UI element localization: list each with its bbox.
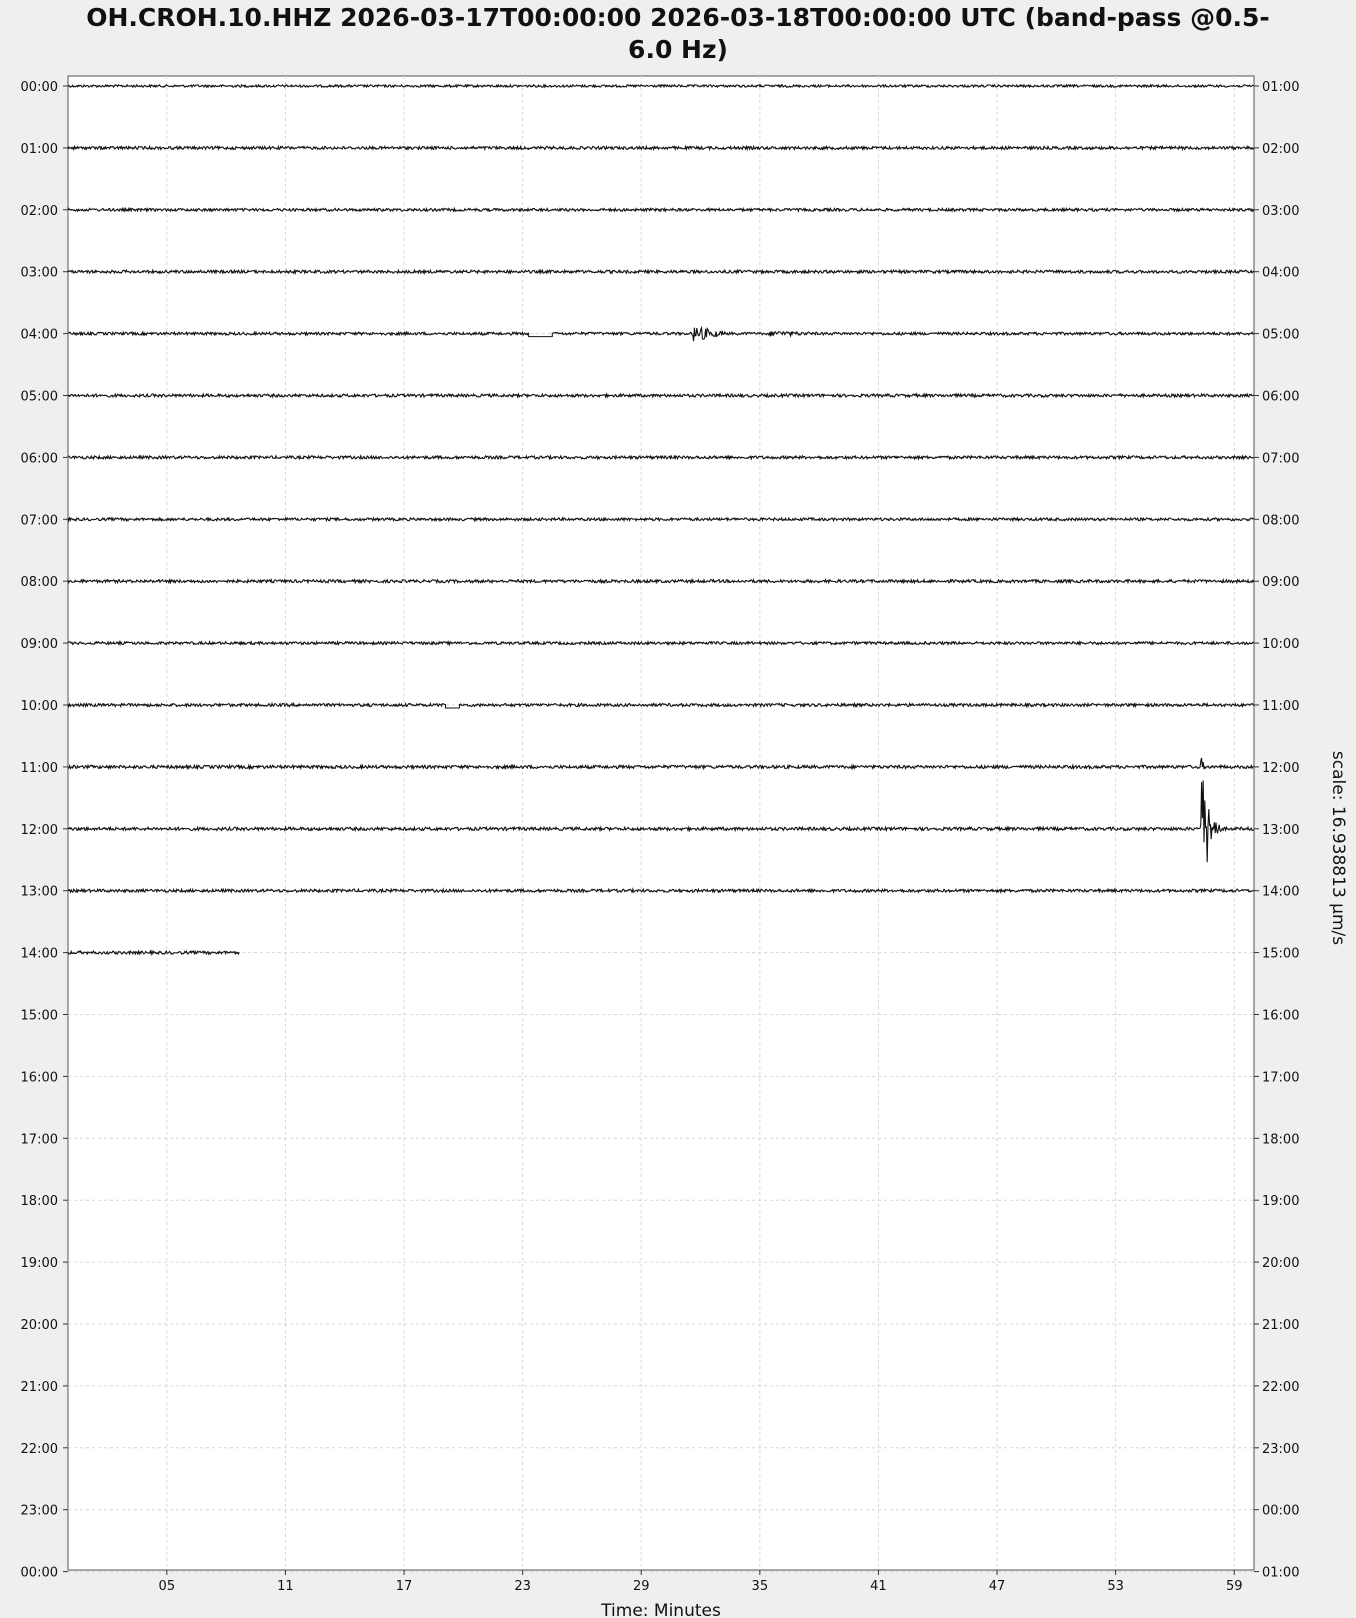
right-hour-label: 14:00 — [1262, 884, 1300, 900]
left-hour-label: 00:00 — [20, 1565, 58, 1581]
plot-area — [68, 76, 1254, 1570]
right-hour-label: 03:00 — [1262, 203, 1300, 219]
left-hour-label: 15:00 — [20, 1008, 58, 1024]
right-hour-label: 15:00 — [1262, 946, 1300, 962]
left-hour-label: 04:00 — [20, 327, 58, 343]
left-hour-label: 07:00 — [20, 513, 58, 529]
right-hour-label: 18:00 — [1262, 1132, 1300, 1148]
right-hour-label: 05:00 — [1262, 327, 1300, 343]
right-hour-label: 06:00 — [1262, 389, 1300, 405]
right-hour-label: 01:00 — [1262, 80, 1300, 95]
left-hour-label: 22:00 — [20, 1441, 58, 1457]
x-tick-label: 41 — [870, 1579, 887, 1594]
x-tick-label: 47 — [988, 1579, 1006, 1594]
x-tick-label: 05 — [158, 1579, 176, 1594]
x-axis-label: Time: Minutes — [601, 1601, 721, 1618]
right-hour-label: 10:00 — [1262, 637, 1300, 653]
right-hour-label: 16:00 — [1262, 1008, 1300, 1024]
left-hour-label: 03:00 — [20, 265, 58, 281]
left-hour-label: 06:00 — [20, 451, 58, 467]
left-hour-labels — [21, 80, 68, 1581]
left-hour-label: 18:00 — [20, 1194, 58, 1210]
right-hour-label: 08:00 — [1262, 513, 1300, 529]
left-hour-label: 10:00 — [20, 699, 58, 714]
left-hour-label: 13:00 — [20, 884, 58, 900]
right-hour-label: 22:00 — [1262, 1379, 1300, 1395]
left-hour-label: 19:00 — [20, 1256, 58, 1272]
x-tick-label: 53 — [1107, 1579, 1124, 1594]
left-hour-label: 05:00 — [20, 389, 58, 405]
right-hour-label: 17:00 — [1262, 1070, 1300, 1086]
right-hour-label: 19:00 — [1262, 1194, 1300, 1210]
scale-label: scale: 16.938813 µm/s — [1328, 750, 1348, 946]
right-hour-label: 04:00 — [1262, 265, 1300, 281]
left-hour-label: 00:00 — [20, 80, 58, 95]
x-axis-ticks — [159, 1570, 1243, 1594]
right-hour-label: 23:00 — [1262, 1441, 1300, 1457]
left-hour-label: 20:00 — [20, 1318, 58, 1333]
right-hour-label: 07:00 — [1262, 451, 1300, 467]
right-hour-label: 01:00 — [1262, 1565, 1300, 1581]
x-tick-label: 35 — [751, 1579, 769, 1594]
right-hour-label: 11:00 — [1262, 699, 1300, 714]
left-hour-label: 14:00 — [20, 946, 58, 962]
right-hour-label: 21:00 — [1262, 1318, 1300, 1333]
left-hour-label: 08:00 — [20, 575, 58, 591]
left-hour-label: 17:00 — [20, 1132, 58, 1148]
left-hour-label: 12:00 — [20, 822, 58, 838]
left-hour-label: 02:00 — [20, 203, 58, 219]
left-hour-label: 11:00 — [20, 760, 58, 776]
right-hour-label: 02:00 — [1262, 141, 1300, 157]
left-hour-label: 09:00 — [20, 637, 58, 653]
x-tick-label: 17 — [395, 1579, 413, 1594]
chart-title-line-2: 6.0 Hz) — [628, 35, 728, 64]
x-tick-label: 29 — [632, 1579, 650, 1594]
right-hour-label: 12:00 — [1262, 760, 1300, 776]
chart-title-line-1: OH.CROH.10.HHZ 2026-03-17T00:00:00 2026-03-18T00:00:00 UTC (band-pass @0.5- — [86, 3, 1270, 32]
right-hour-labels — [1254, 80, 1299, 1581]
x-tick-label: 23 — [514, 1579, 531, 1594]
x-tick-label: 59 — [1225, 1579, 1243, 1594]
right-hour-label: 13:00 — [1262, 822, 1300, 838]
right-hour-label: 09:00 — [1262, 575, 1300, 591]
left-hour-label: 01:00 — [20, 141, 58, 157]
right-hour-label: 20:00 — [1262, 1256, 1300, 1272]
left-hour-label: 23:00 — [20, 1503, 58, 1519]
x-tick-label: 11 — [277, 1579, 294, 1594]
left-hour-label: 21:00 — [20, 1379, 58, 1395]
right-hour-label: 00:00 — [1262, 1503, 1300, 1519]
left-hour-label: 16:00 — [20, 1070, 58, 1086]
